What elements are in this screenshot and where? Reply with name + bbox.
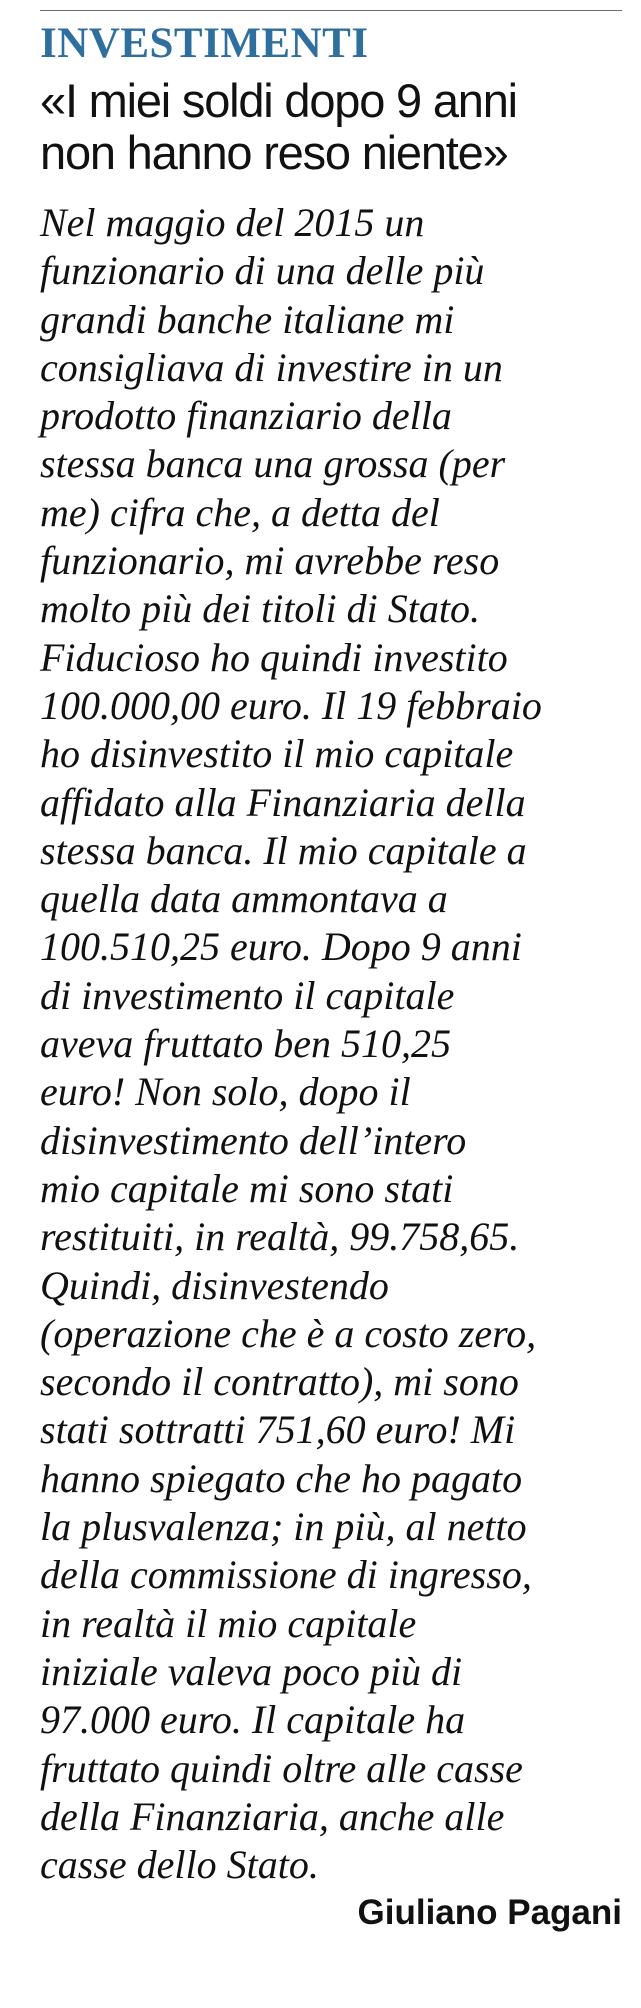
body-line: Nel maggio del 2015 un	[40, 200, 425, 245]
body-line: prodotto finanziario della	[40, 393, 452, 439]
body-line: Quindi, disinvestendo	[40, 1262, 389, 1308]
letter-body	[40, 199, 622, 1889]
body-line: grandi banche italiane mi	[40, 296, 455, 342]
body-line: 100.510,25 euro. Dopo 9 anni	[40, 924, 522, 970]
body-line: funzionario, mi avrebbe reso	[40, 538, 500, 584]
section-label: INVESTIMENTI	[40, 20, 369, 67]
body-line: hanno spiegato che ho pagato	[40, 1455, 523, 1501]
body-line: in realtà il mio capitale	[40, 1600, 417, 1646]
body-line: me) cifra che, a detta del	[40, 489, 440, 535]
body-line: della commissione di ingresso,	[40, 1552, 532, 1598]
headline	[40, 75, 622, 179]
body-line: 100.000,00 euro. Il 19 febbraio	[40, 682, 542, 728]
body-line: la plusvalenza; in più, al netto	[40, 1504, 527, 1550]
body-line: molto più dei titoli di Stato.	[40, 586, 480, 632]
body-line: euro! Non solo, dopo il	[40, 1069, 411, 1115]
letter-article	[40, 10, 622, 1935]
body-line: (operazione che è a costo zero,	[40, 1310, 537, 1356]
body-line: secondo il contratto), mi sono	[40, 1359, 519, 1405]
body-line: stessa banca. Il mio capitale a	[40, 827, 527, 873]
body-line: quella data ammontava a	[40, 876, 448, 922]
body-line: stati sottratti 751,60 euro! Mi	[40, 1407, 516, 1453]
body-line: Fiducioso ho quindi investito	[40, 634, 508, 680]
body-line: iniziale valeva poco più di	[40, 1648, 463, 1694]
body-line: 97.000 euro. Il capitale ha	[40, 1697, 466, 1743]
headline-line: non hanno reso niente»	[40, 126, 508, 179]
body-line: aveva fruttato ben 510,25	[40, 1021, 452, 1067]
body-line: casse dello Stato.	[40, 1842, 319, 1888]
body-line: mio capitale mi sono stati	[40, 1165, 454, 1211]
body-line: disinvestimento dell’intero	[40, 1117, 467, 1163]
body-line: stessa banca una grossa (per	[40, 441, 506, 487]
body-line: ho disinvestito il mio capitale	[40, 731, 514, 777]
body-line: funzionario di una delle più	[40, 248, 485, 294]
body-line: fruttato quindi oltre alle casse	[40, 1745, 523, 1791]
author-signature: Giuliano Pagani	[357, 1893, 622, 1933]
headline-line: «I miei soldi dopo 9 anni	[40, 74, 517, 127]
body-line: affidato alla Finanziaria della	[40, 779, 526, 825]
top-rule	[40, 10, 622, 11]
body-line: della Finanziaria, anche alle	[40, 1793, 505, 1839]
body-line: di investimento il capitale	[40, 972, 455, 1018]
body-line: restituiti, in realtà, 99.758,65.	[40, 1214, 520, 1260]
body-line: consigliava di investire in un	[40, 344, 503, 390]
